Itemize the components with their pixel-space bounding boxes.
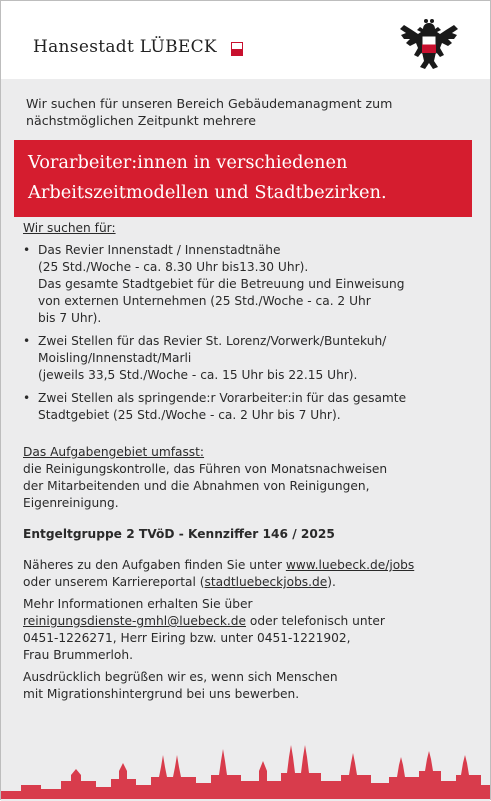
list-item: • Das Revier Innenstadt / Innenstadtnähe (25 Std./Woche - ca. 8.30 Uhr bis13.30 Uhr). Das gesamte Stadtgebiet für die Betreuung und Einweisung von externen Unternehmen (25 Std./Woche - ca. 2 Uhr bis 7 Uhr).	[23, 243, 405, 325]
tasks-line: Eigenreinigung.	[23, 496, 119, 510]
tasks-heading: Das Aufgabengebiet umfasst:	[23, 445, 205, 459]
portal-link[interactable]: stadtluebeckjobs.de	[204, 575, 328, 589]
info-line: 0451-1226271, Herr Eiring bzw. unter 0451-1221902,	[23, 631, 351, 645]
job-title-line1: Vorarbeiter:innen in verschiedenen	[28, 152, 348, 173]
bullet: •	[23, 391, 31, 405]
tasks-line: der Mitarbeitenden und die Abnahmen von Reinigungen,	[23, 479, 370, 493]
details-line: Näheres zu den Aufgaben finden Sie unter www.luebeck.de/jobs	[23, 558, 415, 572]
pay-group: Entgeltgruppe 2 TVöD - Kennziffer 146 / 2025	[23, 527, 335, 541]
welcome-line: mit Migrationshintergrund bei uns bewerben.	[23, 687, 300, 701]
logo-text: Hansestadt LÜBECK	[33, 37, 217, 57]
jobs-link[interactable]: www.luebeck.de/jobs	[285, 558, 415, 572]
job-title-line2: Arbeitszeitmodellen und Stadtbezirken.	[28, 182, 387, 203]
bullet: •	[23, 334, 31, 348]
search-heading: Wir suchen für:	[23, 221, 116, 235]
email-link[interactable]: reinigungsdienste-gmhl@luebeck.de	[23, 614, 246, 628]
list-item: • Zwei Stellen für das Revier St. Lorenz/Vorwerk/Buntekuh/ Moisling/Innenstadt/Marli (jeweils 33,5 Std./Woche - ca. 15 Uhr bis 22.15 Uhr).	[23, 334, 387, 382]
info-line: Frau Brummerloh.	[23, 648, 133, 662]
job-title	[28, 148, 468, 208]
list-item: • Zwei Stellen als springende:r Vorarbeiter:in für das gesamte Stadtgebiet (25 Std./Woche - ca. 2 Uhr bis 7 Uhr).	[23, 391, 407, 422]
info-line: Mehr Informationen erhalten Sie über	[23, 597, 253, 611]
flag-icon	[231, 42, 243, 56]
bullet: •	[23, 243, 31, 257]
intro-text: Wir suchen für unseren Bereich Gebäudemanagment zum nächstmöglichen Zeitpunkt mehrere	[26, 96, 393, 128]
eagle-crest-icon	[398, 17, 460, 73]
ad-body	[23, 220, 475, 703]
position-list	[23, 242, 475, 424]
city-skyline-image	[1, 741, 490, 799]
welcome-line: Ausdrücklich begrüßen wir es, wenn sich Menschen	[23, 670, 338, 684]
details-line: oder unserem Karriereportal (stadtluebeckjobs.de).	[23, 575, 336, 589]
tasks-line: die Reinigungskontrolle, das Führen von Monatsnachweisen	[23, 462, 388, 476]
header	[1, 1, 490, 77]
title-banner	[14, 140, 472, 217]
info-line: reinigungsdienste-gmhl@luebeck.de oder telefonisch unter	[23, 614, 385, 628]
